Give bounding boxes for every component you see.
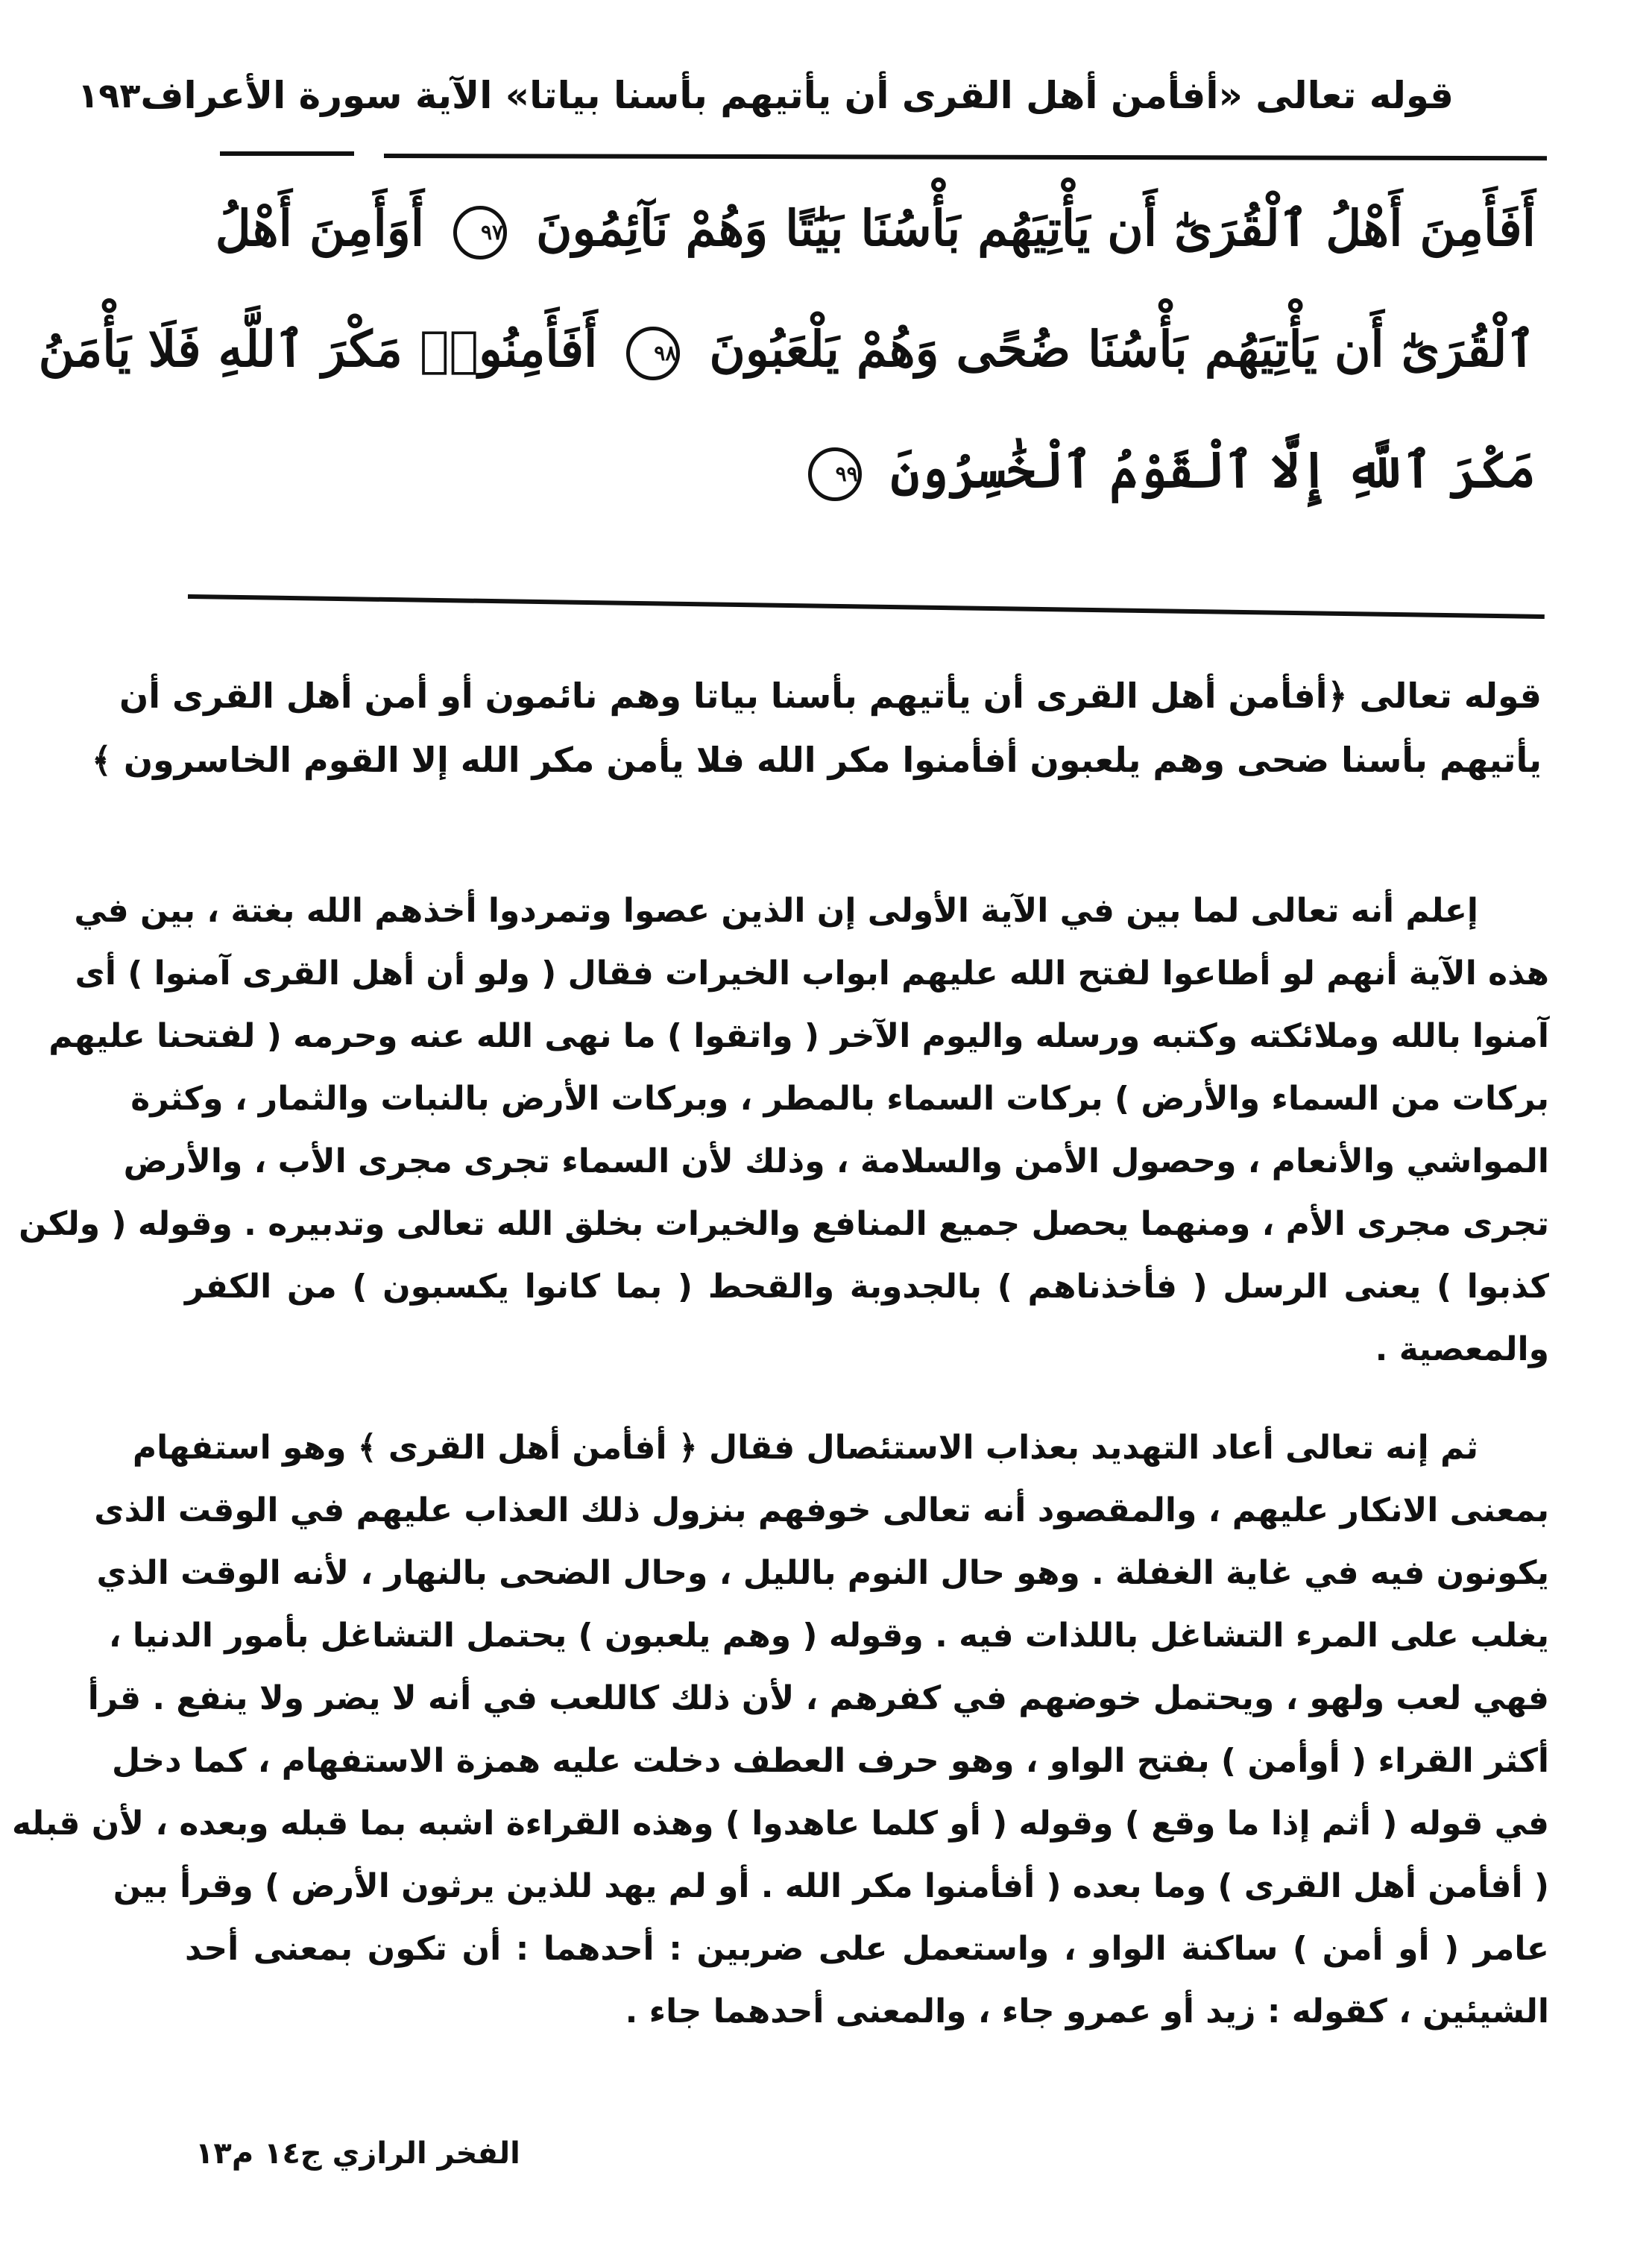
verse-line [38,289,1536,409]
text-line: يغلب على المرء التشاغل باللذات فيه . وقوله ( وهم يلعبون ) يحتمل التشاغل بأمور الدنيا ، [108,1617,1549,1655]
verse-text: أَفَأَمِنَ أَهْلُ ٱلْقُرَىٰٓ أَن يَأْتِيَهُم بَأْسُنَا بَيَٰتًا وَهُمْ نَآئِمُونَ [536,199,1536,257]
text-line: ثم إنه تعالى أعاد التهديد بعذاب الاستئصال فقال ﴿ أفأمن أهل القرى ﴾ وهو استفهام [132,1429,1478,1467]
verse-text: مَكْرَ ٱللَّهِ إِلَّا ٱلْقَوْمُ ٱلْخَٰسِرُونَ [890,441,1536,499]
quran-verse-block [38,168,1536,530]
text-line: عامر ( أو أمن ) ساكنة الواو ، واستعمل على ضربين : أحدهما : أن تكون بمعنى أحد [185,1930,1549,1968]
text-line: يكونون فيه في غاية الغفلة . وهو حال النوم بالليل ، وحال الضحى بالنهار ، لأنه الوقت الذي [96,1554,1549,1592]
commentary-body [11,880,1549,2079]
text-line: في قوله ( أثم إذا ما وقع ) وقوله ( أو كلما عاهدوا ) وهذه القراءة اشبه بما قبله وبعده ، لأن قبله [11,1805,1549,1843]
verse-line [216,409,1536,530]
page-number: ١٩٣ [78,75,141,116]
verse-text: ٱلْقُرَىٰٓ أَن يَأْتِيَهُم بَأْسُنَا ضُحًى وَهُمْ يَلْعَبُونَ [709,320,1536,378]
header-title: قوله تعالى «أفأمن أهل القرى أن يأتيهم بأسنا بياتا» الآية سورة الأعراف [140,74,1454,117]
text-line: أكثر القراء ( أوأمن ) بفتح الواو ، وهو حرف العطف دخلت عليه همزة الاستفهام ، كما دخل [111,1742,1549,1780]
ayah-number-marker-icon: ٩٩ [808,447,862,501]
header-rule-short [220,151,354,156]
quoted-verse-paragraph [91,664,1542,792]
verse-line [216,168,1536,289]
text-line: الشيئين ، كقوله : زيد أو عمرو جاء ، والمعنى أحدهما جاء . [625,1992,1549,2030]
text-line: يأتيهم بأسنا ضحى وهم يلعبون أفأمنوا مكر الله فلا يأمن مكر الله إلا القوم الخاسرون ﴾ [91,740,1542,780]
text-line: هذه الآية أنهم لو أطاعوا لفتح الله عليهم ابواب الخيرات فقال ( ولو أن أهل القرى آمنوا ) أى [75,954,1549,993]
commentary-paragraph [11,1417,1549,2043]
commentary-paragraph [19,880,1549,1381]
verse-text: أَوَأَمِنَ أَهْلُ [215,199,425,257]
text-line: المواشي والأنعام ، وحصول الأمن والسلامة ، وذلك لأن السماء تجرى مجرى الأب ، والأرض [123,1142,1549,1180]
text-line: تجرى مجرى الأم ، ومنهما يحصل جميع المنافع والخيرات بخلق الله تعالى وتدبيره . وقوله ( ولكن [19,1205,1549,1243]
text-line: كذبوا ) يعنى الرسل ( فأخذناهم ) بالجدوبة والقحط ( بما كانوا يكسبون ) من الكفر [185,1268,1549,1306]
footer-signature: الفخر الرازي ج١٤ م١٣ [195,2136,520,2171]
text-line: والمعصية . [1375,1330,1549,1368]
ayah-number-marker-icon: ٩٨ [626,327,680,380]
text-line: قوله تعالى ﴿أفأمن أهل القرى أن يأتيهم بأسنا بياتا وهم نائمون أو أمن أهل القرى أن [119,676,1542,716]
text-line: ( أفأمن أهل القرى ) وما بعده ( أفأمنوا مكر الله . أو لم يهد للذين يرثون الأرض ) وقرأ بين [113,1867,1549,1905]
text-line: بمعنى الانكار عليهم ، والمقصود أنه تعالى خوفهم بنزول ذلك العذاب عليهم في الوقت الذى [94,1491,1549,1529]
ayah-number-marker-icon: ٩٧ [453,206,507,259]
running-header [78,66,1454,125]
text-line: إعلم أنه تعالى لما بين في الآية الأولى إن الذين عصوا وتمردوا أخذهم الله بغتة ، بين في [74,892,1478,930]
section-divider-rule [188,594,1545,619]
text-line: آمنوا بالله وملائكته وكتبه ورسله واليوم الآخر ( واتقوا ) ما نهى الله عنه وحرمه ( لفتحنا عليهم [48,1017,1549,1055]
text-line: فهي لعب ولهو ، ويحتمل خوضهم في كفرهم ، لأن ذلك كاللعب في أنه لا يضر ولا ينفع . قرأ [87,1679,1549,1717]
header-rule-long [384,154,1547,160]
text-line: بركات من السماء والأرض ) بركات السماء بالمطر ، وبركات الأرض بالنبات والثمار ، وكثرة [130,1080,1549,1118]
verse-text: أَفَأَمِنُوا۟ مَكْرَ ٱللَّهِ فَلَا يَأْمَنُ [38,320,598,378]
